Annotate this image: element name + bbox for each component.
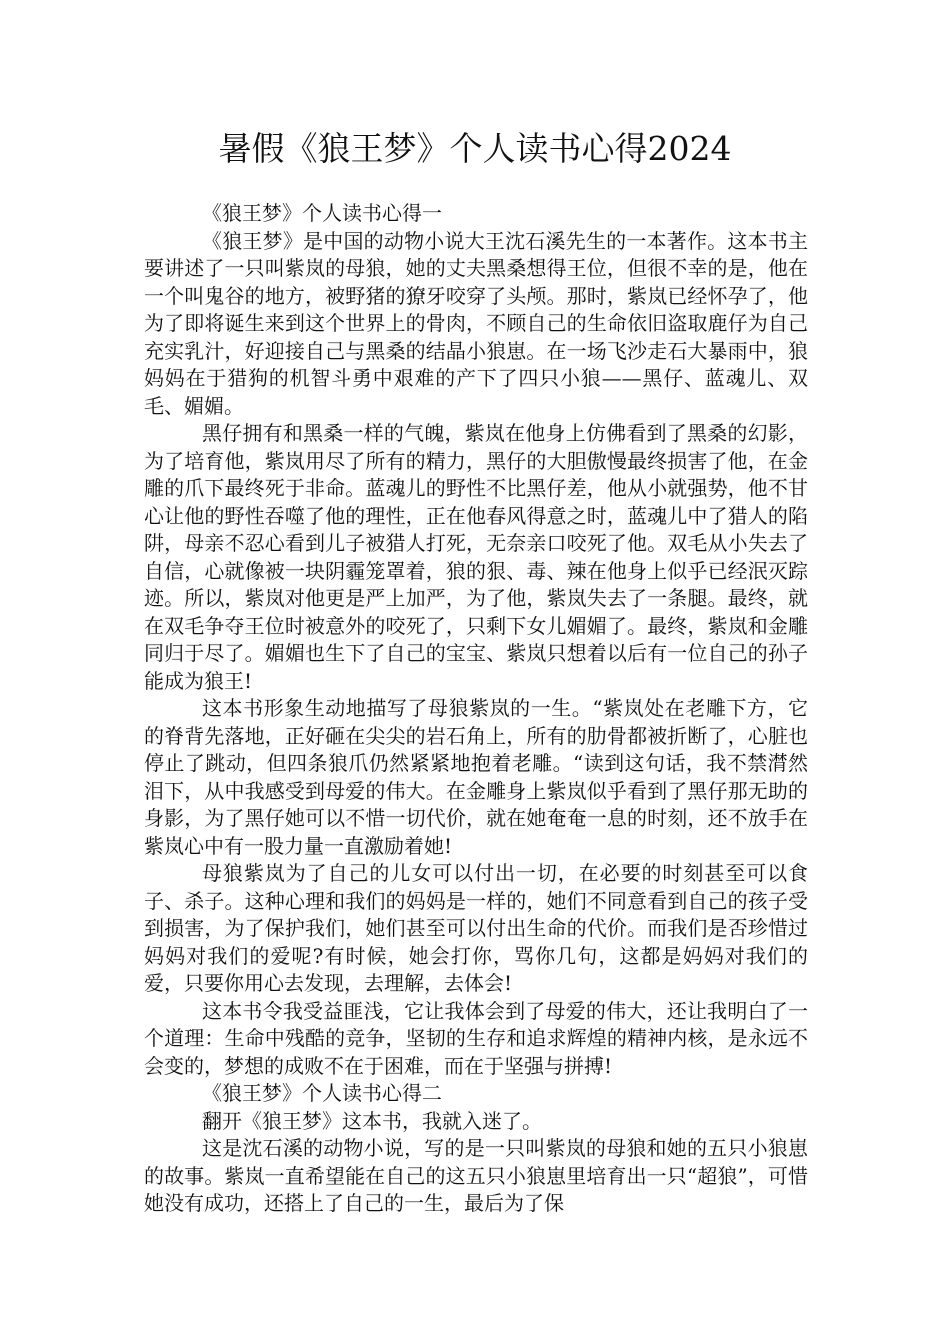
section-heading-1: 《狼王梦》个人读书心得一: [202, 201, 442, 225]
paragraph: 这是沈石溪的动物小说，写的是一只叫紫岚的母狼和她的五只小狼崽的故事。紫岚一直希望能在自己的这五只小狼崽里培育出一只“超狼”，可惜她没有成功，还搭上了自己的一生，最后为了保: [144, 1136, 808, 1215]
paragraph: 这本书令我受益匪浅，它让我体会到了母爱的伟大，还让我明白了一个道理：生命中残酷的竞争，坚韧的生存和追求辉煌的精神内核，是永远不会变的，梦想的成败不在于困难，而在于坚强与拼搏!: [144, 998, 808, 1078]
paragraph: 母狼紫岚为了自己的儿女可以付出一切，在必要的时刻甚至可以食子、杀子。这种心理和我们的妈妈是一样的，她们不同意看到自己的孩子受到损害，为了保护我们，她们甚至可以付出生命的代价。而我们是否珍惜过妈妈对我们的爱呢?有时候，她会打你，骂你几句，这都是妈妈对我们的爱，只要你用心去发现，去理解，去体会!: [144, 861, 808, 995]
document-title: 暑假《狼王梦》个人读书心得2024: [218, 129, 732, 168]
paragraph: 《狼王梦》是中国的动物小说大王沈石溪先生的一本著作。这本书主要讲述了一只叫紫岚的母狼，她的丈夫黑桑想得王位，但很不幸的是，他在一个叫鬼谷的地方，被野猪的獠牙咬穿了头颅。那时，紫岚已经怀孕了，他为了即将诞生来到这个世界上的骨肉，不顾自己的生命依旧盗取鹿仔为自己充实乳汁，好迎接自己与黑桑的结晶小狼崽。在一场飞沙走石大暴雨中，狼妈妈在于猎狗的机智斗勇中艰难的产下了四只小狼——黑仔、蓝魂儿、双毛、媚媚。: [144, 228, 808, 418]
paragraph: 翻开《狼王梦》这本书，我就入迷了。: [202, 1108, 542, 1133]
section-heading-2: 《狼王梦》个人读书心得二: [202, 1081, 442, 1105]
paragraph: 这本书形象生动地描写了母狼紫岚的一生。“紫岚处在老雕下方，它的脊背先落地，正好砸在尖尖的岩石角上，所有的肋骨都被折断了，心脏也停止了跳动，但四条狼爪仍然紧紧地抱着老雕。“读到这句话，我不禁潸然泪下，从中我感受到母爱的伟大。在金雕身上紫岚似乎看到了黑仔那无助的身影，为了黑仔她可以不惜一切代价，就在她奄奄一息的时刻，还不放手在紫岚心中有一股力量一直激励着她!: [144, 696, 808, 858]
document-body: [144, 200, 808, 1218]
paragraph: 黑仔拥有和黑桑一样的气魄，紫岚在他身上仿佛看到了黑桑的幻影，为了培育他，紫岚用尽了所有的精力，黑仔的大胆傲慢最终损害了他，在金雕的爪下最终死于非命。蓝魂儿的野性不比黑仔差，他从小就强势，他不甘心让他的野性吞噬了他的理性，正在他春风得意之时，蓝魂儿中了猎人的陷阱，母亲不忍心看到儿子被猎人打死，无奈亲口咬死了他。双毛从小失去了自信，心就像被一块阴霾笼罩着，狼的狠、毒、辣在他身上似乎已经泯灭踪迹。所以，紫岚对他更是严上加严，为了他，紫岚失去了一条腿。最终，就在双毛争夺王位时被意外的咬死了，只剩下女儿媚媚了。最终，紫岚和金雕同归于尽了。媚媚也生下了自己的宝宝、紫岚只想着以后有一位自己的孙子能成为狼王!: [144, 421, 808, 693]
